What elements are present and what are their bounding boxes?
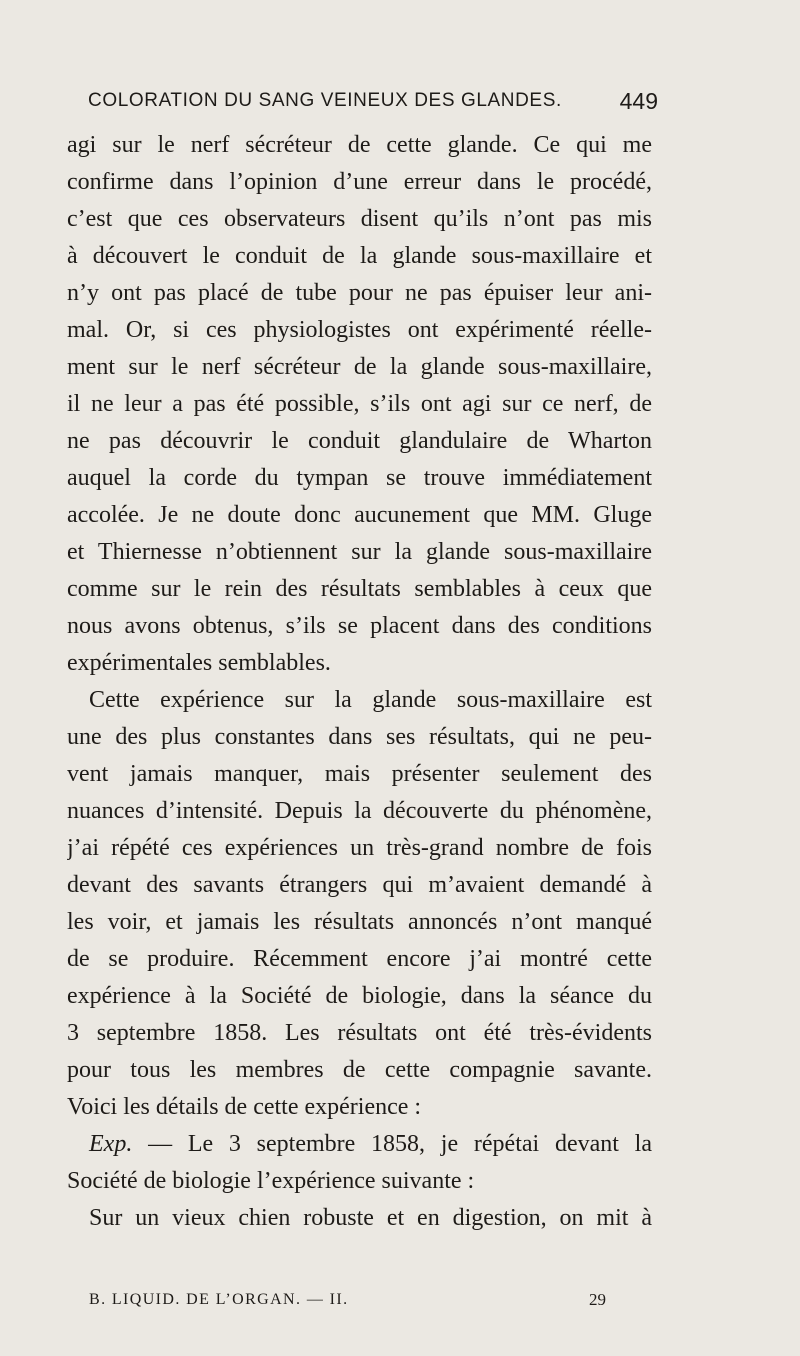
running-title: COLORATION DU SANG VEINEUX DES GLANDES.	[88, 90, 562, 111]
text-line: auquel la corde du tympan se trouve immédiatement	[67, 465, 652, 491]
text-line: ment sur le nerf sécréteur de la glande sous-maxillaire,	[67, 354, 652, 380]
text-line: Voici les détails de cette expérience :	[67, 1094, 422, 1120]
text-line: comme sur le rein des résultats semblables à ceux que	[67, 576, 652, 602]
text-line: devant des savants étrangers qui m’avaient demandé à	[67, 872, 652, 898]
text-line: accolée. Je ne doute donc aucunement que MM. Gluge	[67, 502, 652, 528]
signature-number: 29	[589, 1290, 606, 1309]
text-line: mal. Or, si ces physiologistes ont expérimenté réelle-	[67, 317, 652, 343]
text-line: c’est que ces observateurs disent qu’ils n’ont pas mis	[67, 206, 652, 232]
text-line: 3 septembre 1858. Les résultats ont été très-évidents	[67, 1020, 652, 1046]
signature-mark	[89, 1287, 654, 1313]
text-line: Sur un vieux chien robuste et en digestion, on mit à	[89, 1205, 652, 1231]
page-number: 449	[619, 88, 658, 114]
text-line: pour tous les membres de cette compagnie savante.	[67, 1057, 652, 1083]
text-line: nuances d’intensité. Depuis la découverte du phénomène,	[67, 798, 652, 824]
text-line: nous avons obtenus, s’ils se placent dans des conditions	[67, 613, 652, 639]
text-line: à découvert le conduit de la glande sous-maxillaire et	[67, 243, 652, 269]
exp-line	[67, 1126, 652, 1163]
text-line: agi sur le nerf sécréteur de cette glande. Ce qui me	[67, 132, 652, 158]
exp-label: Exp.	[89, 1131, 133, 1157]
running-head	[88, 86, 658, 116]
text-line: une des plus constantes dans ses résultats, qui ne peu-	[67, 724, 652, 750]
text-line: il ne leur a pas été possible, s’ils ont agi sur ce nerf, de	[67, 391, 652, 417]
text-line: ne pas découvrir le conduit glandulaire de Wharton	[67, 428, 652, 454]
text-line: et Thiernesse n’obtiennent sur la glande sous-maxillaire	[67, 539, 652, 565]
signature-text: B. LIQUID. DE L’ORGAN. — II.	[89, 1291, 349, 1308]
text-line: expérience à la Société de biologie, dans la séance du	[67, 983, 652, 1009]
body-text	[67, 127, 652, 1237]
text-line: n’y ont pas placé de tube pour ne pas épuiser leur ani-	[67, 280, 652, 306]
text-line: confirme dans l’opinion d’une erreur dans le procédé,	[67, 169, 652, 195]
text-line: j’ai répété ces expériences un très-grand nombre de fois	[67, 835, 652, 861]
exp-line-text: — Le 3 septembre 1858, je répétai devant la	[132, 1131, 652, 1157]
text-line: vent jamais manquer, mais présenter seulement des	[67, 761, 652, 787]
text-line: Société de biologie l’expérience suivante :	[67, 1168, 475, 1194]
text-line: expérimentales semblables.	[67, 650, 331, 676]
text-line: les voir, et jamais les résultats annoncés n’ont manqué	[67, 909, 652, 935]
text-line: de se produire. Récemment encore j’ai montré cette	[67, 946, 652, 972]
text-line: Cette expérience sur la glande sous-maxillaire est	[89, 687, 652, 713]
